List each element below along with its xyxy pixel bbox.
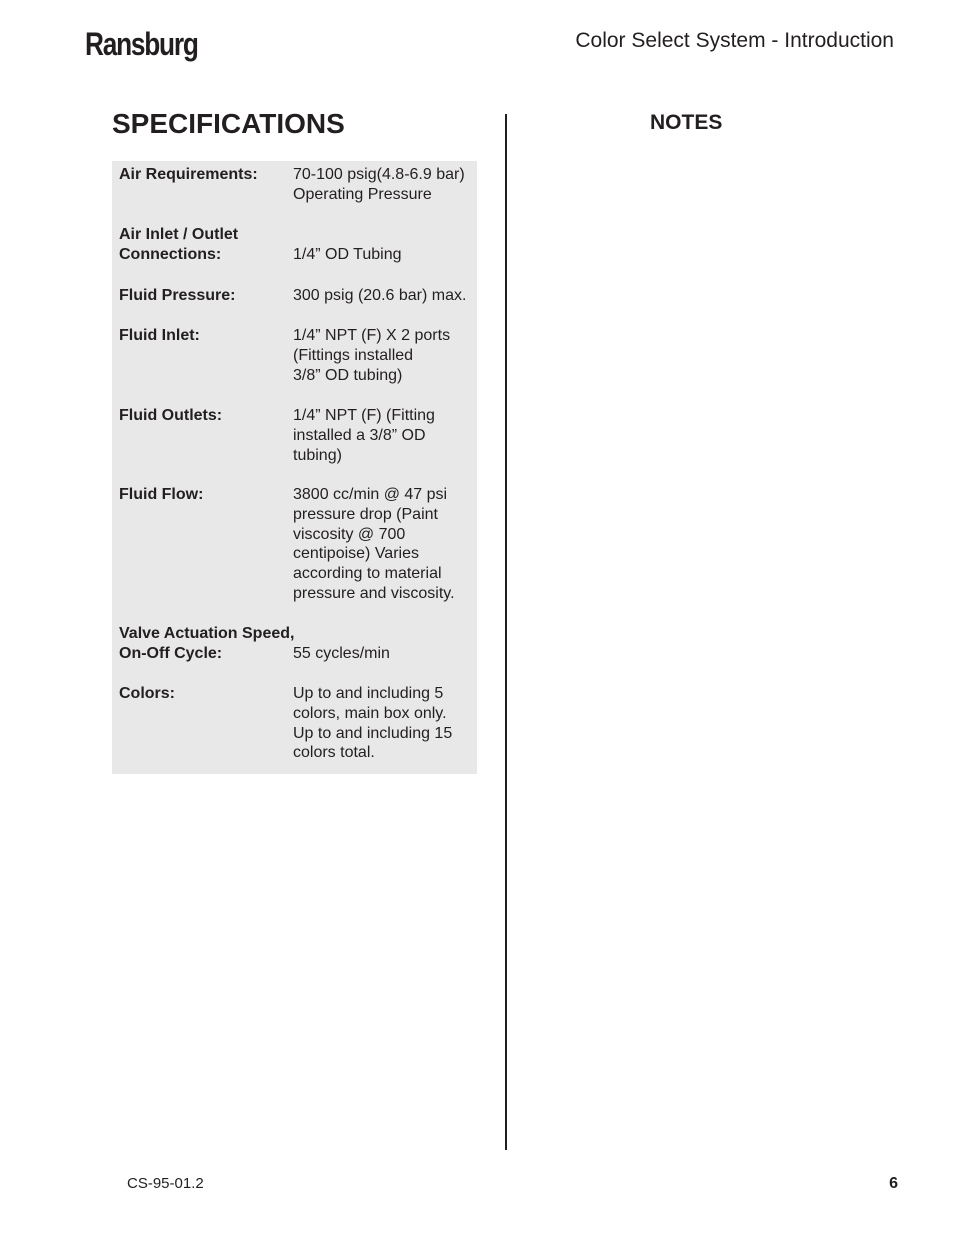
page-number: 6 <box>889 1175 898 1192</box>
notes-heading: NOTES <box>650 111 723 134</box>
spec-label: Fluid Inlet: <box>119 327 200 344</box>
spec-value: Up to and including 5 colors, main box only. Up to and including 15 colors total. <box>293 685 453 762</box>
spec-value: 300 psig (20.6 bar) max. <box>293 287 467 304</box>
spec-value: 3800 cc/min @ 47 psi pressure drop (Paint viscosity @ 700 centipoise) Varies according to material pressure and viscosity. <box>293 486 455 602</box>
spec-value: 1/4” NPT (F) (Fitting installed a 3/8” OD tubing) <box>293 407 435 464</box>
spec-label: Colors: <box>119 685 175 702</box>
brand-logo: Ransburg <box>85 26 198 62</box>
specifications-heading: SPECIFICATIONS <box>112 108 345 139</box>
spec-label: Air Inlet / Outlet Connections: <box>119 226 239 263</box>
document-code: CS-95-01.2 <box>127 1175 204 1192</box>
spec-value: 70-100 psig(4.8-6.9 bar) Operating Pressure <box>293 166 465 203</box>
spec-label: Valve Actuation Speed, On-Off Cycle: <box>119 625 295 662</box>
spec-label: Fluid Outlets: <box>119 407 223 424</box>
column-divider <box>505 114 507 1150</box>
spec-value: 1/4” OD Tubing <box>293 246 402 263</box>
spec-label: Fluid Pressure: <box>119 287 236 304</box>
spec-value: 1/4” NPT (F) X 2 ports (Fittings installed 3/8” OD tubing) <box>293 327 451 384</box>
spec-value: 55 cycles/min <box>293 645 390 662</box>
spec-label: Fluid Flow: <box>119 486 204 503</box>
page-header-title: Color Select System - Introduction <box>575 29 894 52</box>
spec-label: Air Requirements: <box>119 166 258 183</box>
specifications-table <box>112 161 477 774</box>
